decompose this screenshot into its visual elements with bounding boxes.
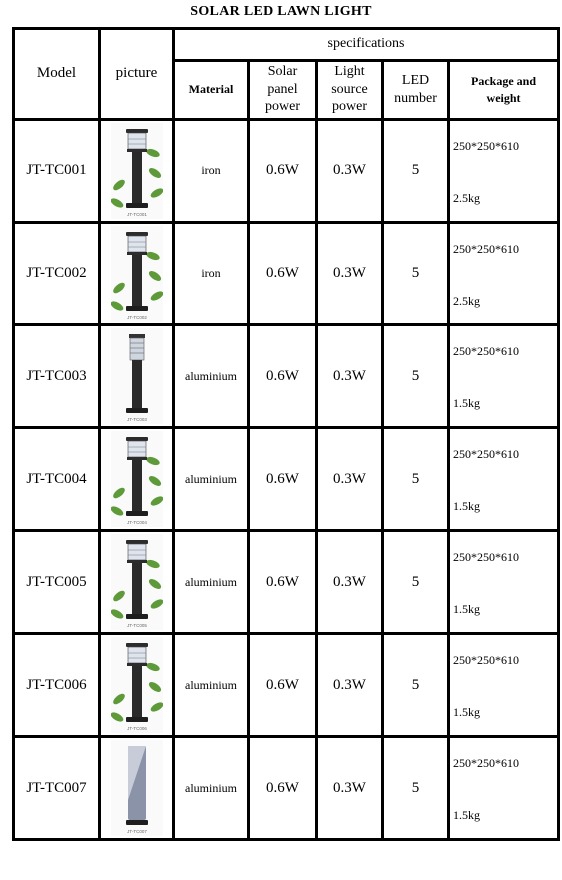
specifications-table xyxy=(12,27,560,841)
light-source-power-cell: 0.3W xyxy=(317,634,383,737)
header-model: Model xyxy=(14,29,100,120)
model-cell: JT-TC005 xyxy=(14,531,100,634)
document-title: SOLAR LED LAWN LIGHT xyxy=(190,4,372,19)
package-weight-cell xyxy=(449,531,559,634)
lamp-illustration xyxy=(111,226,163,322)
header-material: Material xyxy=(174,60,249,119)
picture-cell xyxy=(100,222,174,325)
picture-cell xyxy=(100,119,174,222)
package-weight: 1.5kg xyxy=(453,602,480,617)
package-weight-cell xyxy=(449,737,559,840)
table-row xyxy=(14,325,559,428)
lamp-caption: JT-TC004 xyxy=(126,520,147,526)
picture-cell xyxy=(100,531,174,634)
picture-cell xyxy=(100,428,174,531)
package-weight: 1.5kg xyxy=(453,499,480,514)
package-weight-cell xyxy=(449,222,559,325)
led-number-cell: 5 xyxy=(383,119,449,222)
package-dimensions: 250*250*610 xyxy=(453,756,519,771)
header-light-line-3: power xyxy=(332,99,367,115)
lamp-caption: JT-TC001 xyxy=(126,211,147,217)
package-weight-cell xyxy=(449,325,559,428)
package-dimensions: 250*250*610 xyxy=(453,344,519,359)
led-number-cell: 5 xyxy=(383,531,449,634)
header-led-line-2: number xyxy=(394,90,437,106)
light-source-power-cell: 0.3W xyxy=(317,737,383,840)
lamp-caption: JT-TC002 xyxy=(126,314,147,320)
picture-cell xyxy=(100,325,174,428)
material-cell: aluminium xyxy=(174,531,249,634)
solar-panel-power-cell: 0.6W xyxy=(249,119,317,222)
table-row xyxy=(14,119,559,222)
lamp-illustration xyxy=(111,534,163,630)
led-number-cell: 5 xyxy=(383,737,449,840)
header-package-line-2: weight xyxy=(486,90,521,105)
package-dimensions: 250*250*610 xyxy=(453,550,519,565)
lamp-image xyxy=(111,226,163,322)
header-picture: picture xyxy=(100,29,174,120)
package-weight-cell xyxy=(449,634,559,737)
material-cell: aluminium xyxy=(174,737,249,840)
solar-panel-power-cell: 0.6W xyxy=(249,428,317,531)
header-specifications: specifications xyxy=(174,29,559,61)
model-cell: JT-TC004 xyxy=(14,428,100,531)
light-source-power-cell: 0.3W xyxy=(317,325,383,428)
material-cell: aluminium xyxy=(174,325,249,428)
model-cell: JT-TC002 xyxy=(14,222,100,325)
lamp-illustration xyxy=(111,123,163,219)
model-cell: JT-TC007 xyxy=(14,737,100,840)
table-row xyxy=(14,634,559,737)
lamp-image xyxy=(111,431,163,527)
light-source-power-cell: 0.3W xyxy=(317,119,383,222)
model-cell: JT-TC003 xyxy=(14,325,100,428)
header-row-top xyxy=(14,29,559,61)
lamp-illustration xyxy=(111,740,163,836)
lamp-caption: JT-TC003 xyxy=(126,417,147,423)
lamp-caption: JT-TC007 xyxy=(126,829,147,834)
package-weight-cell xyxy=(449,428,559,531)
table-row xyxy=(14,428,559,531)
package-dimensions: 250*250*610 xyxy=(453,653,519,668)
material-cell: aluminium xyxy=(174,634,249,737)
solar-panel-power-cell: 0.6W xyxy=(249,531,317,634)
header-light-line-1: Light xyxy=(334,64,365,80)
solar-panel-power-cell: 0.6W xyxy=(249,325,317,428)
package-weight: 2.5kg xyxy=(453,293,480,308)
material-cell: iron xyxy=(174,119,249,222)
lamp-caption: JT-TC006 xyxy=(126,726,147,732)
lamp-image xyxy=(111,328,163,424)
solar-panel-power-cell: 0.6W xyxy=(249,634,317,737)
light-source-power-cell: 0.3W xyxy=(317,428,383,531)
lamp-caption: JT-TC005 xyxy=(126,623,147,629)
package-weight: 1.5kg xyxy=(453,705,480,720)
header-light-source-power xyxy=(317,60,383,119)
header-solar-line-2: panel xyxy=(267,81,298,97)
header-led-line-1: LED xyxy=(401,73,430,89)
led-number-cell: 5 xyxy=(383,634,449,737)
picture-cell xyxy=(100,634,174,737)
table-row xyxy=(14,222,559,325)
header-package-line-1: Package and xyxy=(471,73,537,88)
table-row xyxy=(14,737,559,840)
light-source-power-cell: 0.3W xyxy=(317,531,383,634)
header-solar-line-3: power xyxy=(265,99,300,115)
lamp-image xyxy=(111,534,163,630)
lamp-image xyxy=(111,637,163,733)
lamp-image xyxy=(111,123,163,219)
lamp-illustration xyxy=(111,431,163,527)
package-dimensions: 250*250*610 xyxy=(453,241,519,256)
led-number-cell: 5 xyxy=(383,428,449,531)
model-cell: JT-TC006 xyxy=(14,634,100,737)
led-number-cell: 5 xyxy=(383,222,449,325)
led-number-cell: 5 xyxy=(383,325,449,428)
package-dimensions: 250*250*610 xyxy=(453,138,519,153)
header-solar-panel-power xyxy=(249,60,317,119)
table-row xyxy=(14,531,559,634)
model-cell: JT-TC001 xyxy=(14,119,100,222)
package-weight-cell xyxy=(449,119,559,222)
lamp-image xyxy=(111,740,163,836)
package-weight: 1.5kg xyxy=(453,808,480,823)
lamp-illustration xyxy=(111,637,163,733)
header-solar-line-1: Solar xyxy=(267,64,298,80)
picture-cell xyxy=(100,737,174,840)
material-cell: iron xyxy=(174,222,249,325)
package-weight: 2.5kg xyxy=(453,190,480,205)
header-led-number xyxy=(383,60,449,119)
header-package-weight xyxy=(449,60,559,119)
solar-panel-power-cell: 0.6W xyxy=(249,737,317,840)
header-light-line-2: source xyxy=(331,81,368,97)
package-dimensions: 250*250*610 xyxy=(453,447,519,462)
light-source-power-cell: 0.3W xyxy=(317,222,383,325)
lamp-illustration xyxy=(111,328,163,424)
material-cell: aluminium xyxy=(174,428,249,531)
package-weight: 1.5kg xyxy=(453,396,480,411)
solar-panel-power-cell: 0.6W xyxy=(249,222,317,325)
table-body xyxy=(14,119,559,839)
